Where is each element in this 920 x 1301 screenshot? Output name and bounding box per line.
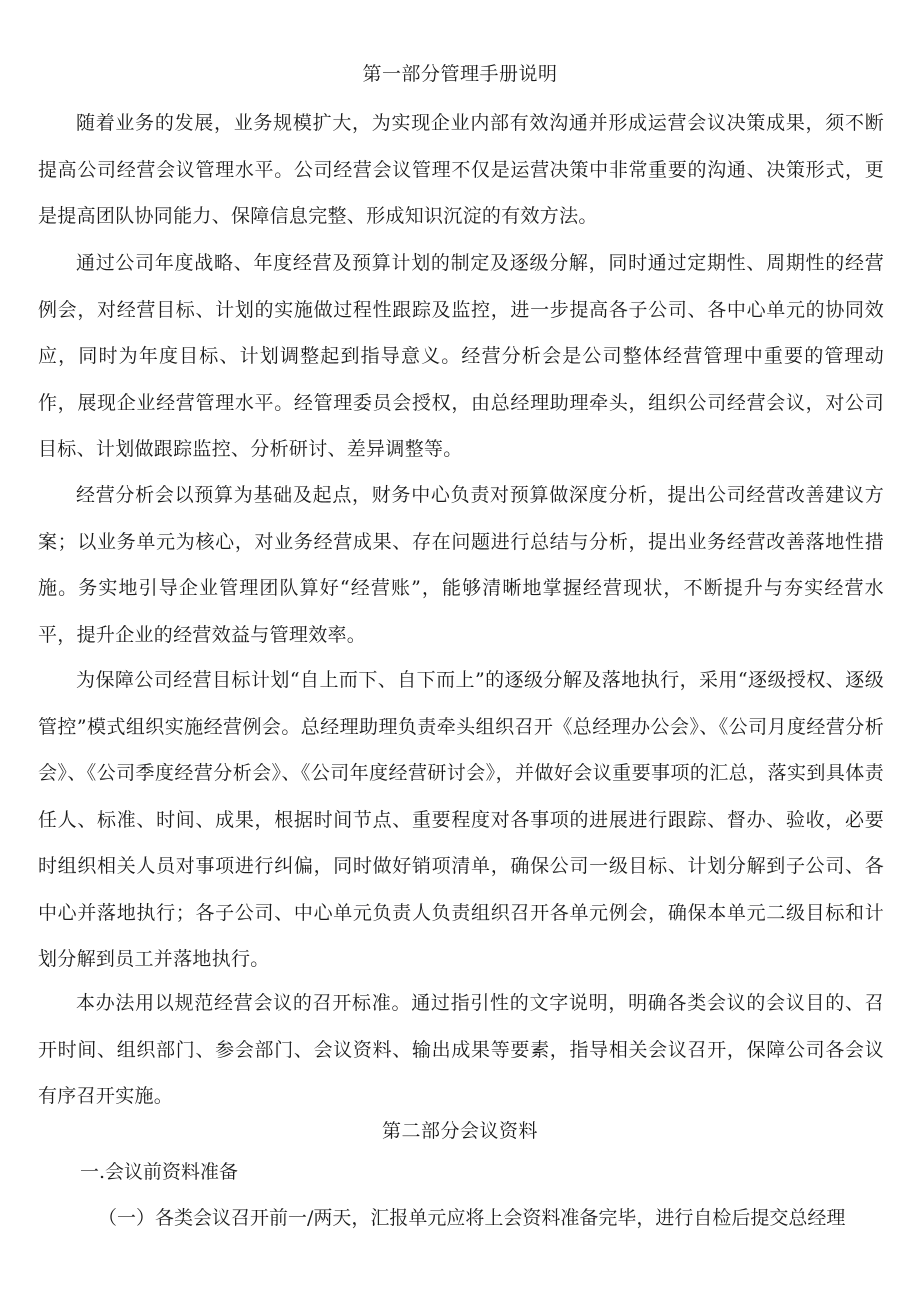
paragraph-purpose: 本办法用以规范经营会议的召开标准。通过指引性的文字说明，明确各类会议的会议目的、召开时间、组织部门、参会部门、会议资料、输出成果等要素，指导相关会议召开，保障公司各会议有序召开实施。: [38, 992, 884, 1107]
paragraph-analysis-meeting: 经营分析会以预算为基础及起点，财务中心负责对预算做深度分析，提出公司经营改善建议方案；以业务单元为核心，对业务经营成果、存在问题进行总结与分析，提出业务经营改善落地性措施。务实地引导企业管理团队算好“经营账”，能够清晰地掌握经营现状，不断提升与夯实经营水平，提升企业的经营效益与管理效率。: [38, 484, 884, 646]
paragraph-authorization-control: 为保障公司经营目标计划“自上而下、自下而上”的逐级分解及落地执行，采用“逐级授权、逐级管控”模式组织实施经营例会。总经理助理负责牵头组织召开《总经理办公会》、《公司月度经营分析会》、《公司季度经营分析会》、《公司年度经营研讨会》，并做好会议重要事项的汇总，落实到具体责任人、标准、时间、成果，根据时间节点、重要程度对各事项的进展进行跟踪、督办、验收，必要时组织相关人员对事项进行纠偏，同时做好销项清单，确保公司一级目标、计划分解到子公司、各中心并落地执行；各子公司、中心单元负责人负责组织召开各单元例会，确保本单元二级目标和计划分解到员工并落地执行。: [38, 669, 884, 970]
part1-title: 第一部分管理手册说明: [362, 63, 558, 85]
section-heading-pre-meeting: 一.会议前资料准备: [80, 1161, 239, 1183]
list-item-materials-deadline: （一）各类会议召开前一/两天，汇报单元应将上会资料准备完毕，进行自检后提交总经理: [98, 1207, 846, 1229]
paragraph-background: 随着业务的发展，业务规模扩大，为实现企业内部有效沟通并形成运营会议决策成果，须不断提高公司经营会议管理水平。公司经营会议管理不仅是运营决策中非常重要的沟通、决策形式，更是提高团队协同能力、保障信息完整、形成知识沉淀的有效方法。: [38, 112, 884, 227]
part2-title: 第二部分会议资料: [381, 1120, 538, 1142]
paragraph-strategy-decomposition: 通过公司年度战略、年度经营及预算计划的制定及逐级分解，同时通过定期性、周期性的经营例会，对经营目标、计划的实施做过程性跟踪及监控，进一步提高各子公司、各中心单元的协同效应，同时为年度目标、计划调整起到指导意义。经营分析会是公司整体经营管理中重要的管理动作，展现企业经营管理水平。经管理委员会授权，由总经理助理牵头，组织公司经营会议，对公司目标、计划做跟踪监控、分析研讨、差异调整等。: [38, 252, 884, 460]
